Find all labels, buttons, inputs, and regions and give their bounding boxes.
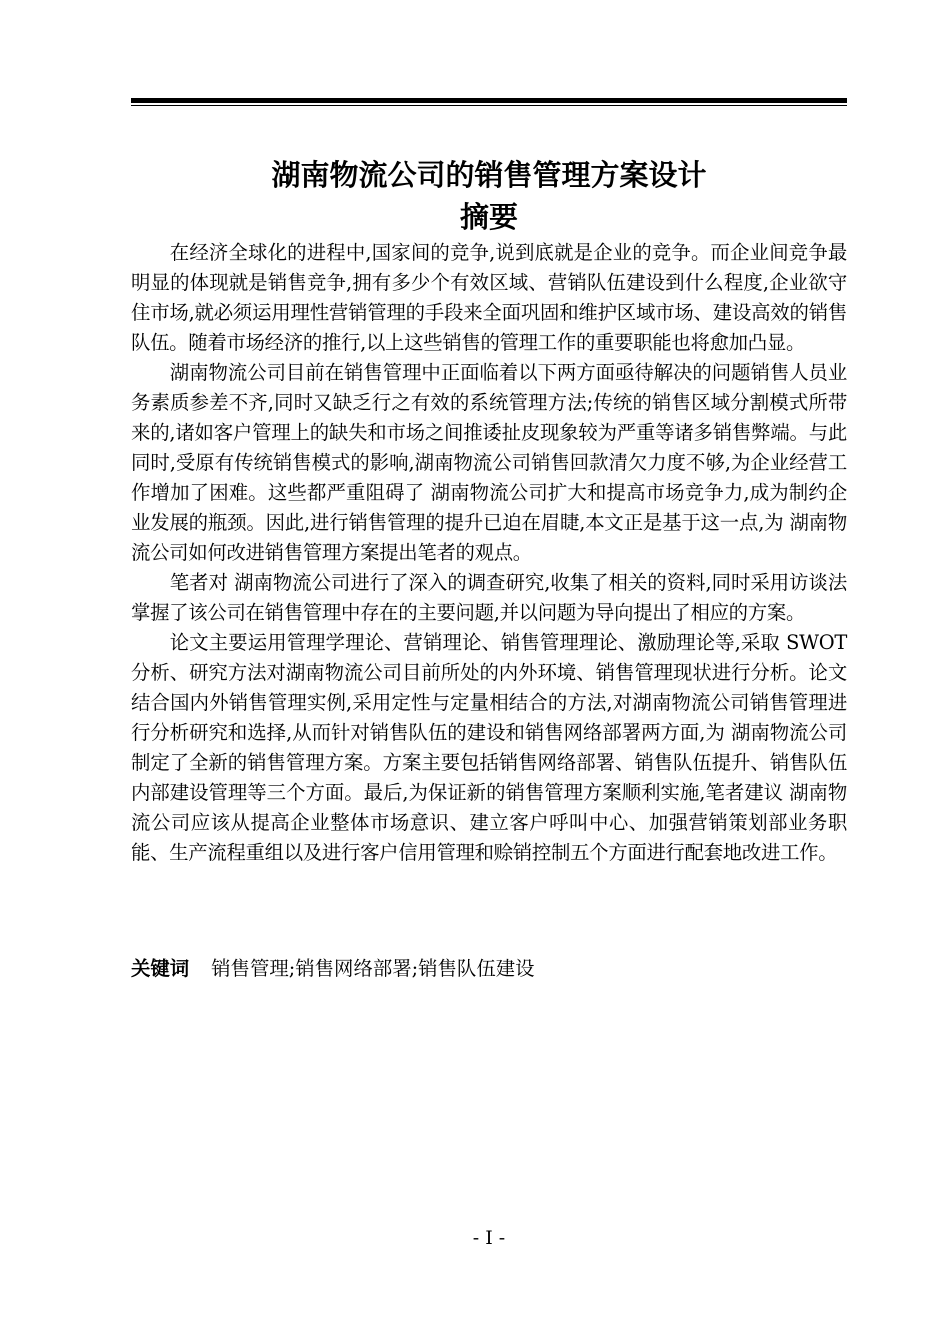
abstract-paragraph-4: 论文主要运用管理学理论、营销理论、销售管理理论、激励理论等,采取 SWOT 分析、研究方法对湖南物流公司目前所处的内外环境、销售管理现状进行分析。论文结合国内外销售管理实例,采用定性与定量相结合的方法,对湖南物流公司销售管理进行分析研究和选择,从而针对销售队伍的建设和销售网络部署两方面,为 湖南物流公司制定了全新的销售管理方案。方案主要包括销售网络部署、销售队伍提升、销售队伍内部建设管理等三个方面。最后,为保证新的销售管理方案顺利实施,笔者建议 湖南物流公司应该从提高企业整体市场意识、建立客户呼叫中心、加强营销策划部业务职能、生产流程重组以及进行客户信用管理和赊销控制五个方面进行配套地改进工作。 <box>131 631 847 864</box>
keywords-line <box>131 954 847 984</box>
document-title: 湖南物流公司的销售管理方案设计 <box>271 158 707 192</box>
abstract-paragraph-3: 笔者对 湖南物流公司进行了深入的调查研究,收集了相关的资料,同时采用访谈法掌握了该公司在销售管理中存在的主要问题,并以问题为导向提出了相应的方案。 <box>131 571 847 624</box>
keywords-text: 销售管理;销售网络部署;销售队伍建设 <box>211 957 535 980</box>
abstract-paragraph-1: 在经济全球化的进程中,国家间的竞争,说到底就是企业的竞争。而企业间竞争最明显的体现就是销售竞争,拥有多少个有效区域、营销队伍建设到什么程度,企业欲守住市场,就必须运用理性营销管理的手段来全面巩固和维护区域市场、建设高效的销售队伍。随着市场经济的推行,以上这些销售的管理工作的重要职能也将愈加凸显。 <box>131 241 847 354</box>
page-number: - I - <box>472 1227 506 1249</box>
abstract-body <box>131 238 847 868</box>
header-rule-thin <box>131 105 847 106</box>
keywords-label: 关键词 <box>131 957 190 980</box>
abstract-heading: 摘要 <box>459 200 518 234</box>
abstract-paragraph-2: 湖南物流公司目前在销售管理中正面临着以下两方面亟待解决的问题销售人员业务素质参差不齐,同时又缺乏行之有效的系统管理方法;传统的销售区域分割模式所带来的,诸如客户管理上的缺失和市场之间推诿扯皮现象较为严重等诸多销售弊端。与此同时,受原有传统销售模式的影响,湖南物流公司销售回款清欠力度不够,为企业经营工作增加了困难。这些都严重阻碍了 湖南物流公司扩大和提高市场竞争力,成为制约企业发展的瓶颈。因此,进行销售管理的提升已迫在眉睫,本文正是基于这一点,为 湖南物流公司如何改进销售管理方案提出笔者的观点。 <box>131 361 847 564</box>
header-rule <box>131 98 847 103</box>
